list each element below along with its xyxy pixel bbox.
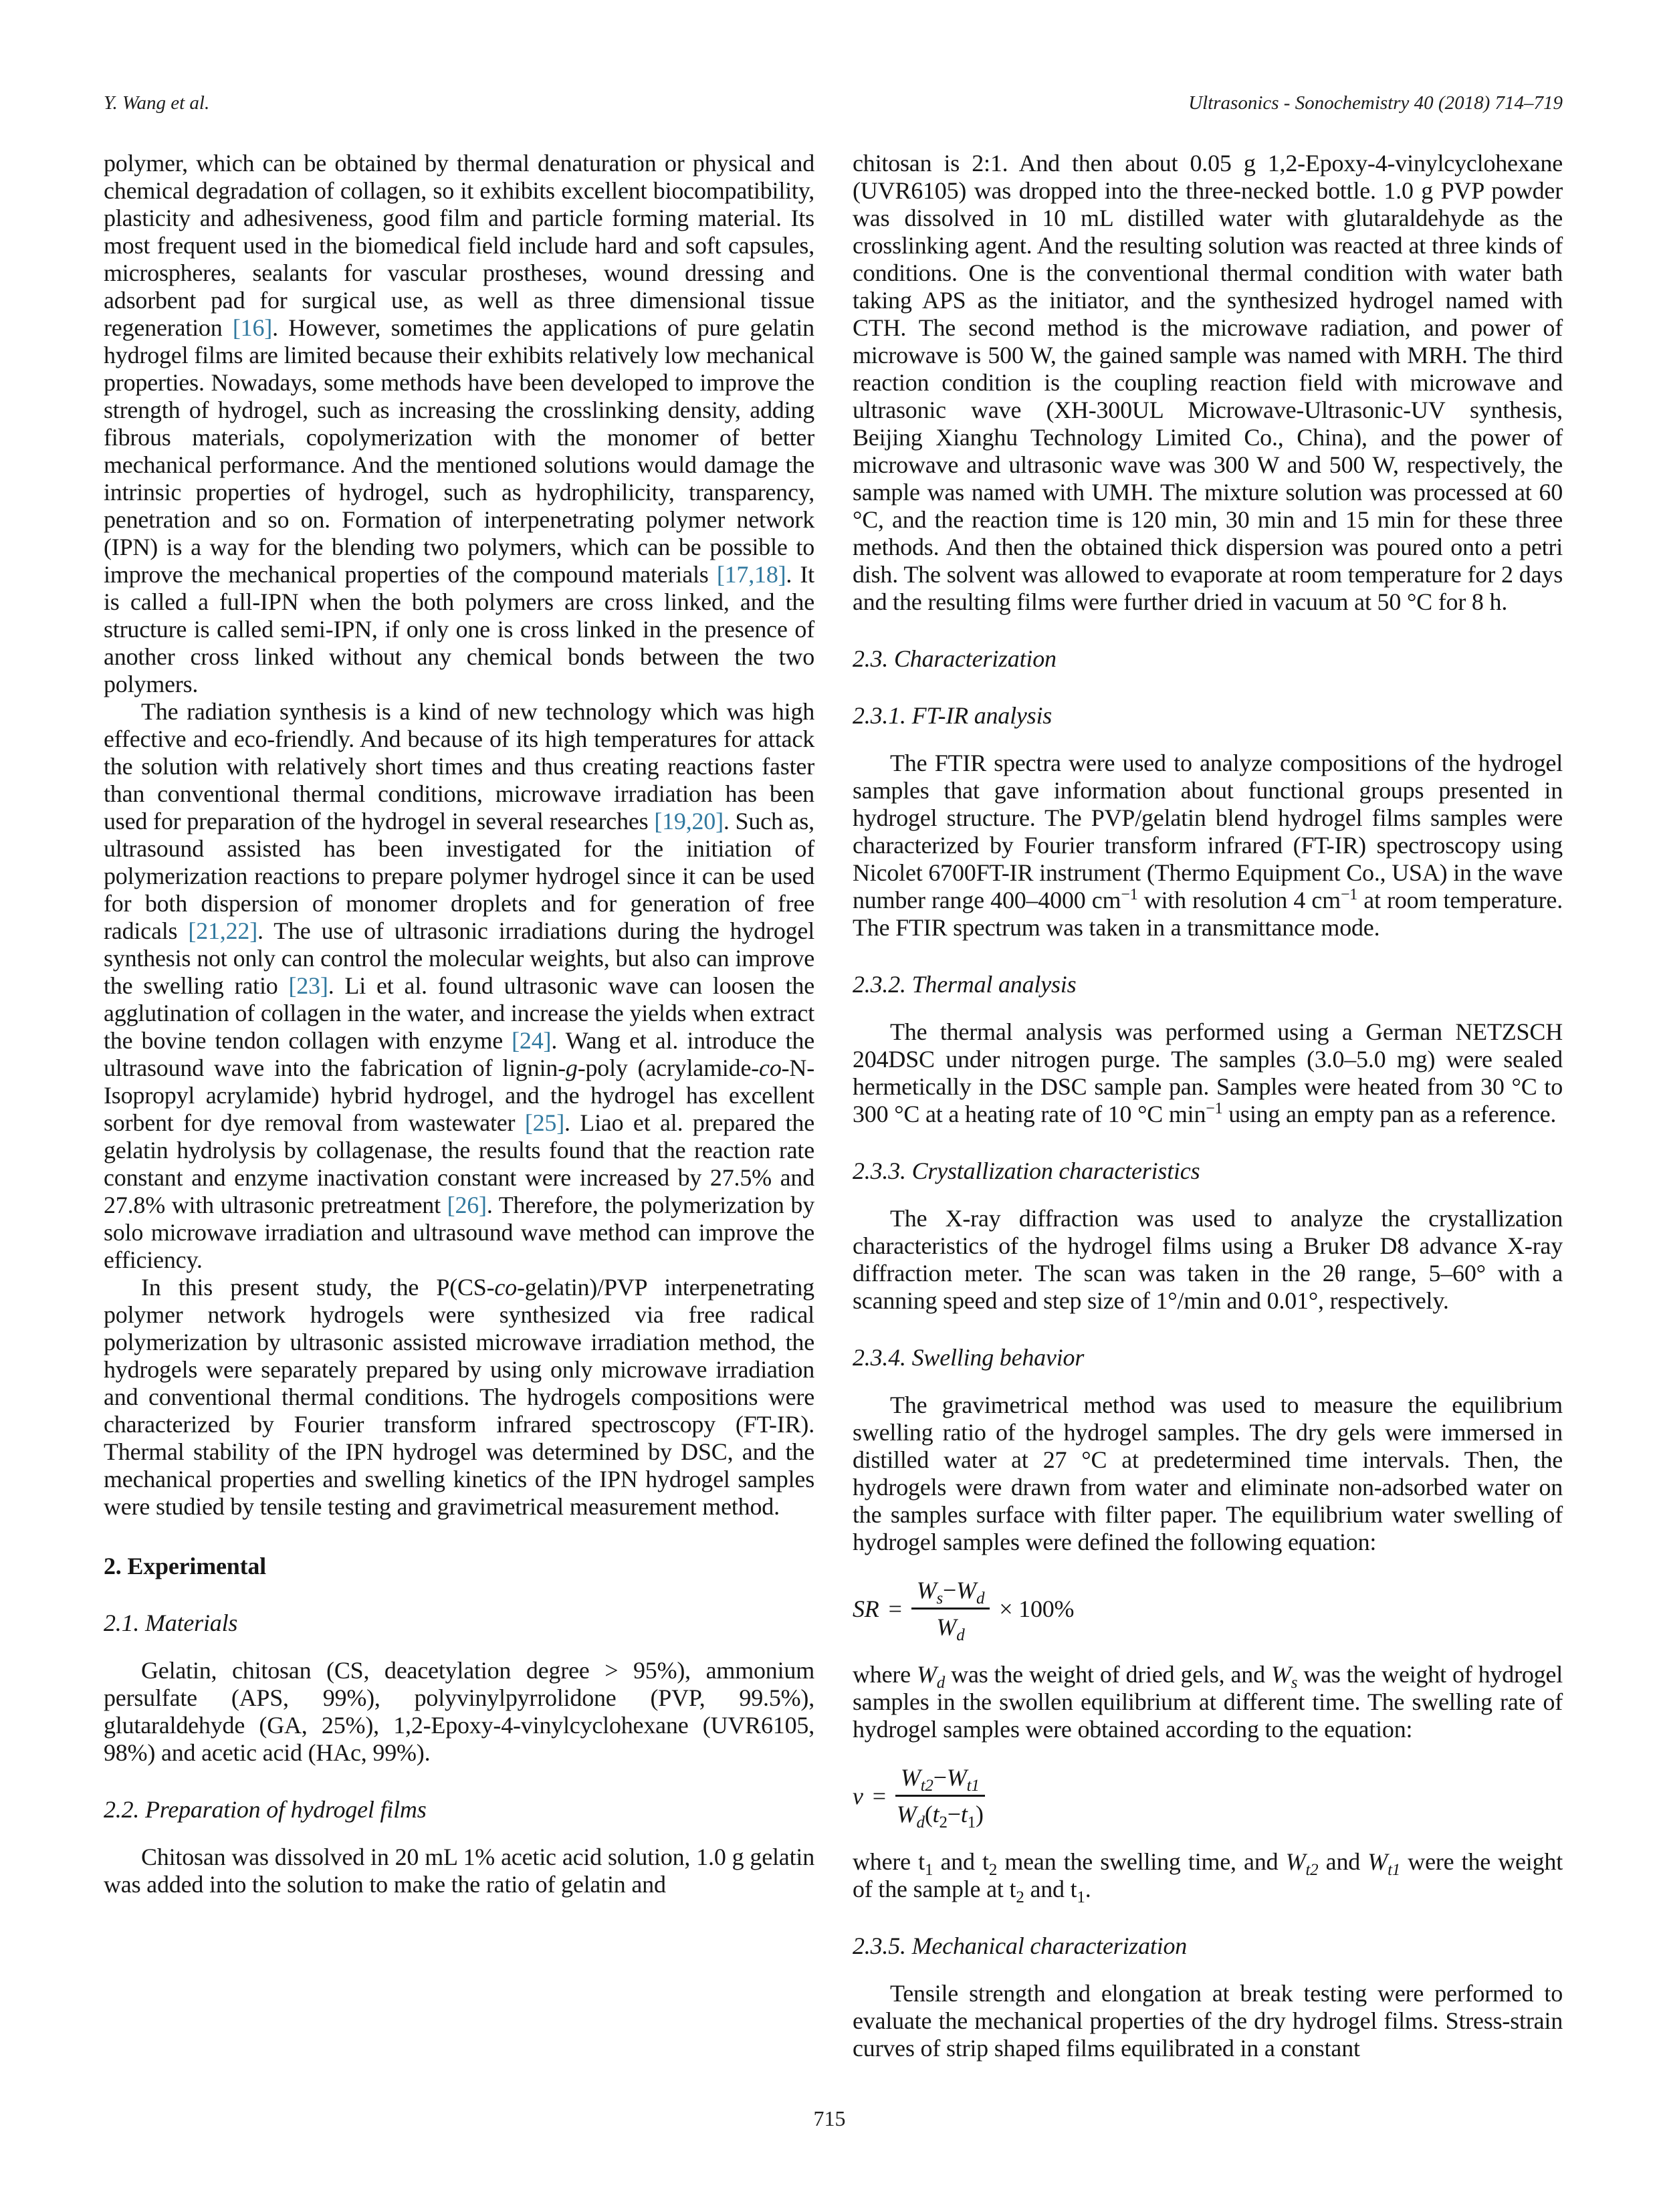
text-isub: t1 [966,1777,980,1795]
text-i: co [759,1055,782,1081]
text-run: Gelatin, chitosan (CS, deacetylation degree > 95%), ammonium persulfate (APS, 99%), polyvinylpyrrolidone (PVP, 99.5%), glutaraldehyde (GA, 25%), 1,2-Epoxy-4-vinylcyclohexane (UVR6105, 98%) and acetic acid (HAc, 99%). [104,1657,814,1766]
text-isub: s [1291,1674,1298,1692]
text-i: W [896,1801,917,1828]
right-column [853,150,1563,2062]
citation-link[interactable]: [25] [524,1109,565,1136]
text-run: and t [1024,1876,1077,1902]
text-run: using an empty pan as a reference. [1222,1101,1557,1127]
text-run: and t [933,1848,989,1875]
paragraph [104,1844,814,1898]
swelling-rate-equation [853,1763,1563,1832]
text-sub: 2 [988,1861,998,1880]
text-run: . It is called a full-IPN when the both polymers are cross linked, and the structure is called semi-IPN, if only one is cross linked in the presence of another cross linked without any chemical bonds between the two polymers. [104,561,814,697]
text-run: where t [853,1848,925,1875]
text-run: − [933,1764,947,1791]
text-run: . Wang et al. introduce the ultrasound wave into the fabrication of lignin- [104,1027,814,1081]
citation-link[interactable]: [16] [232,314,273,341]
text-run: Tensile strength and elongation at break testing were performed to evaluate the mechanical properties of the dry hydrogel films. Stress-strain curves of strip shaped films equilibrated in a constant [853,1980,1563,2062]
citation-link[interactable]: [19,20] [654,808,724,835]
text-run: The radiation synthesis is a kind of new technology which was high effective and eco-friendly. And because of its high temperatures for attack the solution with relatively short times and thus creating reactions faster than conventional thermal conditions, microwave irradiation has been used for preparation of the hydrogel in several researches [104,698,814,835]
text-run: mean the swelling time, and [997,1848,1286,1875]
text-run: . Therefore, the polymerization by solo microwave irradiation and ultrasound wave method can improve the efficiency. [104,1192,814,1273]
text-i: t [932,1801,939,1828]
text-run: -gelatin)/PVP interpenetrating polymer network hydrogels were synthesized via free radical polymerization by ultrasonic assisted microwave irradiation method, the hydrogels were separately prepared by using only microwave irradiation and conventional thermal conditions. The hydrogels compositions were characterized by Fourier transform infrared spectroscopy (FT-IR). Thermal stability of the IPN hydrogel was determined by DSC, and the mechanical properties and swelling kinetics of the IPN hydrogel samples were studied by tensile testing and gravimetrical measurement method. [104,1274,814,1520]
equation-lhs [853,1595,879,1623]
text-isub: t1 [1388,1861,1401,1880]
text-run: . Li et al. found ultrasonic wave can loosen the agglutination of collagen in the water, and increase the yields when extract the bovine tendon collagen with enzyme [104,972,814,1054]
fraction [911,1576,990,1645]
paragraph [104,698,814,1274]
text-run: . [1085,1876,1091,1902]
left-column [104,150,814,1898]
equals-sign: = [888,1595,902,1622]
text-i: W [1367,1848,1388,1875]
text-run: The FTIR spectra were used to analyze compositions of the hydrogel samples that gave information about functional groups presented in hydrogel structure. The PVP/gelatin blend hydrogel films samples were characterized by Fourier transform infrared (FT-IR) spectroscopy using Nicolet 6700FT-IR instrument (Thermo Equipment Co., USA) in the wave number range 400–4000 cm [853,750,1563,913]
citation-link[interactable]: [24] [512,1027,552,1054]
equation-tail [999,1595,1074,1623]
text-run: − [947,1801,961,1828]
text-isub: d [976,1589,985,1608]
text-run: . Such as, ultrasound assisted has been investigated for the initiation of polymerization reactions to prepare polymer hydrogel since it can be used for both dispersion of monomer droplets and for generation of free radicals [104,808,814,944]
citation-link[interactable]: [21,22] [188,917,257,944]
subsection-heading: 2.3.2. Thermal analysis [853,971,1077,998]
paragraph [853,750,1563,942]
paragraph [853,1392,1563,1556]
text-isub: d [936,1674,946,1692]
text-run: polymer, which can be obtained by thermal denaturation or physical and chemical degradation of collagen, so it exhibits excellent biocompatibility, plasticity and adhesiveness, good film and particle forming material. Its most frequent used in the biomedical field include hard and soft capsules, microspheres, sealants for vascular prostheses, wound dressing and adsorbent pad for surgical use, as well as three dimensional tissue regeneration [104,150,814,341]
text-i: W [1285,1848,1306,1875]
text-i: g [565,1055,578,1081]
running-head [104,92,1563,114]
fraction-numerator [895,1763,985,1797]
text-run: − [943,1577,957,1603]
text-run: chitosan is 2:1. And then about 0.05 g 1,2-Epoxy-4-vinylcyclohexane (UVR6105) was dropped into the three-necked bottle. 1.0 g PVP powder was dissolved in 10 mL distilled water with glutaraldehyde as the crosslinking agent. And the resulting solution was reacted at three kinds of conditions. One is the conventional thermal condition with water bath taking APS as the initiator, and the synthesized hydrogel named with CTH. The second method is the microwave radiation, and power of microwave is 500 W, the gained sample was named with MRH. The third reaction condition is the coupling reaction field with microwave and ultrasonic wave (XH-300UL Microwave-Ultrasonic-UV synthesis, Beijing Xianghu Technology Limited Co., China), and the power of microwave and ultrasonic wave was 300 W and 500 W, respectively, the sample was named with UMH. The mixture solution was processed at 60 °C, and the reaction time is 120 min, 30 min and 15 min for these three methods. And then the obtained thick dispersion was poured onto a petri dish. The solvent was allowed to evaporate at room temperature for 2 days and the resulting films were further dried in vacuum at 50 °C for 8 h. [853,150,1563,615]
subsection-heading: 2.2. Preparation of hydrogel films [104,1796,427,1823]
text-i: W [1270,1661,1291,1688]
page-number: 715 [813,2106,846,2130]
text-run: was the weight of dried gels, and [945,1661,1271,1688]
fraction-denominator [896,1797,984,1832]
section-heading: 2. Experimental [104,1553,266,1579]
text-i: W [900,1764,921,1791]
text-run: and [1318,1848,1368,1875]
text-run: × 100% [999,1595,1075,1622]
text-run: where [853,1661,917,1688]
text-sup: −1 [1206,1100,1223,1117]
running-head-journal: Ultrasonics - Sonochemistry 40 (2018) 714–719 [1188,92,1563,114]
running-head-authors: Y. Wang et al. [104,92,210,114]
text-run: The X-ray diffraction was used to analyze the crystallization characteristics of the hydrogel films using a Bruker D8 advance X-ray diffraction meter. The scan was taken in the 2θ range, 5–60° with a scanning speed and step size of 1°/min and 0.01°, respectively. [853,1205,1563,1314]
paragraph [853,1205,1563,1315]
text-run: Chitosan was dissolved in 20 mL 1% acetic acid solution, 1.0 g gelatin was added into the solution to make the ratio of gelatin and [104,1844,814,1898]
text-run: ) [976,1801,984,1828]
paragraph [853,1661,1563,1743]
text-run: . The use of ultrasonic irradiations during the hydrogel synthesis not only can control the molecular weights, but also can improve the swelling ratio [104,917,815,999]
paragraph [104,1274,814,1521]
text-i: SR [853,1595,879,1622]
text-run: ( [924,1801,933,1828]
citation-link[interactable]: [23] [288,972,328,999]
swelling-ratio-equation [853,1576,1563,1645]
text-run: . Liao et al. prepared the gelatin hydrolysis by collagenase, the results found that the reaction rate constant and enzyme inactivation constant were increased by 27.5% and 27.8% with ultrasonic pretreatment [104,1109,815,1218]
text-run: In this present study, the P(CS- [141,1274,495,1301]
fraction [895,1763,985,1832]
text-run: were the weight of the sample at t [853,1848,1563,1902]
text-i: W [916,1577,937,1603]
citation-link[interactable]: [17,18] [716,561,786,588]
subsection-heading: 2.3.5. Mechanical characterization [853,1932,1188,1959]
text-sup: −1 [1340,886,1358,903]
text-i: W [956,1577,976,1603]
subsection-heading: 2.3. Characterization [853,645,1057,672]
text-i: W [946,1764,967,1791]
text-isub: s [936,1589,944,1608]
text-sub: 1 [1077,1888,1085,1907]
text-isub: t2 [1305,1861,1319,1880]
fraction-denominator [936,1610,965,1645]
text-isub: t2 [920,1777,933,1795]
paragraph [853,150,1563,616]
paragraph [853,1018,1563,1128]
text-run: -N-Isopropyl acrylamide) hybrid hydrogel, and the hydrogel has excellent sorbent for dye removal from wastewater [104,1055,815,1136]
text-run: . However, sometimes the applications of pure gelatin hydrogel films are limited because their exhibits relatively low mechanical properties. Nowadays, some methods have been developed to improve the strength of hydrogel, such as increasing the crosslinking density, adding fibrous materials, copolymerization with the monomer of better mechanical performance. And the mentioned solutions would damage the intrinsic properties of hydrogel, such as hydrophilicity, transparency, penetration and so on. Formation of interpenetrating polymer network (IPN) is a way for the blending two polymers, which can be possible to improve the mechanical properties of the compound materials [104,314,814,588]
subsection-heading: 2.1. Materials [104,1610,238,1636]
text-isub: d [956,1626,965,1645]
text-i: v [853,1782,863,1809]
text-i: W [917,1661,937,1688]
text-run: with resolution 4 cm [1137,887,1341,913]
paragraph [853,1848,1563,1907]
paragraph [104,150,814,698]
text-run: The gravimetrical method was used to measure the equilibrium swelling ratio of the hydrogel samples. The dry gels were immersed in distilled water at 27 °C at predetermined time intervals. Then, the hydrogels were drawn from water and eliminate non-adsorbed water on the samples surface with filter paper. The equilibrium water swelling of hydrogel samples were defined the following equation: [853,1392,1563,1555]
text-isub: d [916,1813,925,1832]
text-run: -poly (acrylamide- [577,1055,760,1081]
text-sub: 1 [924,1861,933,1880]
equation-lhs [853,1782,863,1810]
text-sub: 2 [1016,1888,1024,1907]
text-run: The thermal analysis was performed using a German NETZSCH 204DSC under nitrogen purge. The samples (3.0–5.0 mg) were sealed hermetically in the DSC sample pan. Samples were heated from 30 °C to 300 °C at a heating rate of 10 °C min [853,1018,1563,1127]
paragraph [853,1980,1563,2062]
text-run: at room temperature. The FTIR spectrum was taken in a transmittance mode. [853,887,1563,941]
text-run: was the weight of hydrogel samples in the swollen equilibrium at different time. The swelling rate of hydrogel samples were obtained according to the equation: [853,1661,1563,1743]
paragraph [104,1657,814,1767]
text-i: W [936,1614,957,1640]
subsection-heading: 2.3.3. Crystallization characteristics [853,1157,1200,1184]
citation-link[interactable]: [26] [447,1192,487,1218]
subsection-heading: 2.3.4. Swelling behavior [853,1344,1085,1371]
equals-sign: = [872,1782,886,1809]
text-i: co [494,1274,517,1301]
text-sub: 1 [967,1813,976,1832]
subsection-heading: 2.3.1. FT-IR analysis [853,702,1053,729]
text-sup: −1 [1121,886,1138,903]
text-sub: 2 [939,1813,948,1832]
fraction-numerator [911,1576,990,1610]
text-i: t [960,1801,968,1828]
